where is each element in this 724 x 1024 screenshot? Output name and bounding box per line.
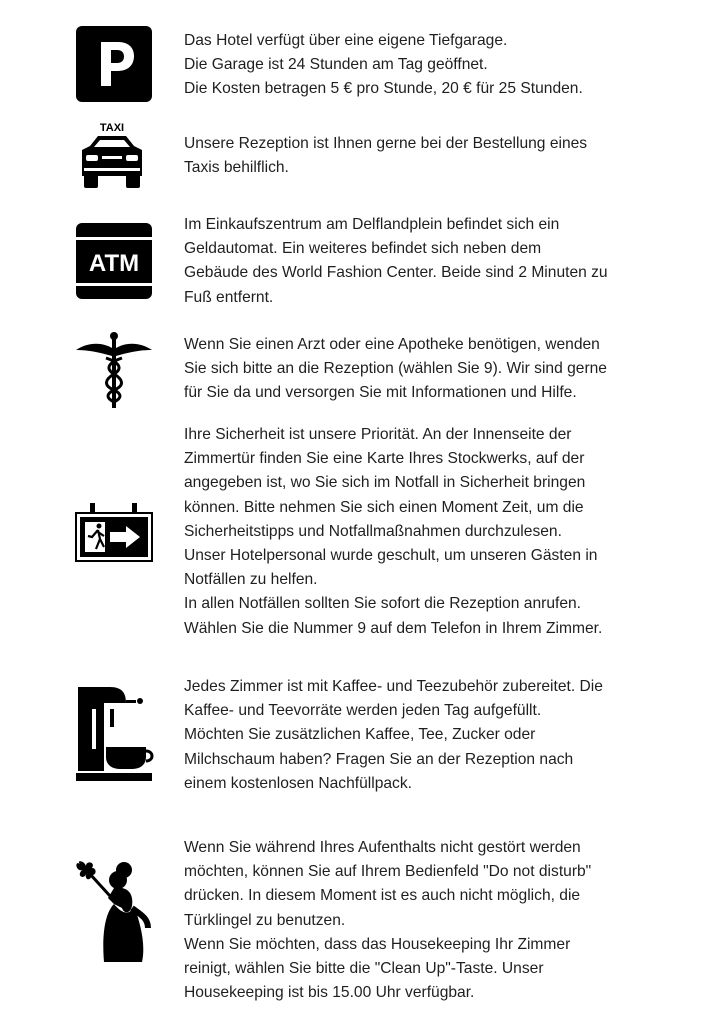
- text-line: Taxis behilflich.: [184, 159, 289, 177]
- atm-icon: [76, 223, 156, 299]
- text-line: Ihre Sicherheit ist unsere Priorität. An der Innenseite der: [184, 426, 572, 443]
- text-line: Wenn Sie möchten, dass das Housekeeping Ihr Zimmer: [184, 935, 571, 953]
- text-line: Die Garage ist 24 Stunden am Tag geöffnet.: [184, 56, 488, 74]
- coffee-machine-icon: [74, 685, 154, 785]
- text-line: Wählen Sie die Nummer 9 auf dem Telefon in Ihrem Zimmer.: [184, 619, 603, 637]
- atm-text: [184, 213, 664, 310]
- parking-icon: [76, 26, 156, 102]
- parking-text: [184, 29, 664, 102]
- text-line: Fuß entfernt.: [184, 288, 274, 306]
- text-line: Gebäude des World Fashion Center. Beide sind 2 Minuten zu: [184, 264, 608, 282]
- text-line: Das Hotel verfügt über eine eigene Tiefgarage.: [184, 32, 508, 49]
- text-line: möchten, können Sie auf Ihrem Bedienfeld "Do not disturb": [184, 863, 592, 881]
- text-line: einem kostenlosen Nachfüllpack.: [184, 774, 412, 792]
- text-line: Zimmertür finden Sie eine Karte Ihres Stockwerks, auf der: [184, 450, 585, 468]
- housekeeping-maid-icon: [74, 858, 154, 964]
- medical-text: [184, 333, 664, 406]
- text-line: reinigt, wählen Sie bitte die "Clean Up"-Taste. Unser: [184, 960, 544, 978]
- safety-text: [184, 423, 664, 641]
- text-line: Die Kosten betragen 5 € pro Stunde, 20 € für 25 Stunden.: [184, 80, 583, 98]
- taxi-sign-label: TAXI: [99, 122, 125, 134]
- taxi-icon: [76, 120, 156, 192]
- text-line: Milchschaum haben? Fragen Sie an der Rezeption nach: [184, 750, 574, 768]
- text-line: Housekeeping ist bis 15.00 Uhr verfügbar.: [184, 984, 475, 1002]
- atm-label: ATM: [88, 250, 140, 277]
- text-line: für Sie da und versorgen Sie mit Informationen und Hilfe.: [184, 384, 577, 402]
- text-line: Sie sich bitte an die Rezeption (wählen Sie 9). Wir sind gerne: [184, 360, 607, 378]
- text-line: Im Einkaufszentrum am Delflandplein befindet sich ein: [184, 216, 560, 233]
- text-line: Unser Hotelpersonal wurde geschult, um unseren Gästen in: [184, 547, 598, 565]
- coffee-text: [184, 675, 664, 796]
- text-line: Kaffee- und Teevorräte werden jeden Tag aufgefüllt.: [184, 702, 542, 720]
- caduceus-icon: [74, 330, 154, 410]
- housekeeping-text: [184, 836, 664, 1005]
- text-line: Wenn Sie einen Arzt oder eine Apotheke benötigen, wenden: [184, 336, 600, 353]
- text-line: Sicherheitstipps und Notfallmaßnahmen durchzulesen.: [184, 522, 562, 540]
- text-line: Jedes Zimmer ist mit Kaffee- und Teezubehör zubereitet. Die: [184, 678, 603, 695]
- text-line: können. Bitte nehmen Sie sich einen Moment Zeit, um die: [184, 498, 584, 516]
- text-line: Möchten Sie zusätzlichen Kaffee, Tee, Zucker oder: [184, 726, 536, 744]
- text-line: Türklingel zu benutzen.: [184, 911, 346, 929]
- emergency-exit-icon: [74, 503, 154, 565]
- text-line: Geldautomat. Ein weiteres befindet sich neben dem: [184, 240, 542, 258]
- text-line: In allen Notfällen sollten Sie sofort die Rezeption anrufen.: [184, 595, 582, 613]
- text-line: Notfällen zu helfen.: [184, 571, 318, 589]
- text-line: angegeben ist, wo Sie sich im Notfall in Sicherheit bringen: [184, 474, 586, 492]
- text-line: Wenn Sie während Ihres Aufenthalts nicht gestört werden: [184, 839, 581, 856]
- taxi-text: [184, 132, 664, 180]
- text-line: Unsere Rezeption ist Ihnen gerne bei der Bestellung eines: [184, 135, 588, 152]
- text-line: drücken. In diesem Moment ist es auch nicht möglich, die: [184, 887, 581, 905]
